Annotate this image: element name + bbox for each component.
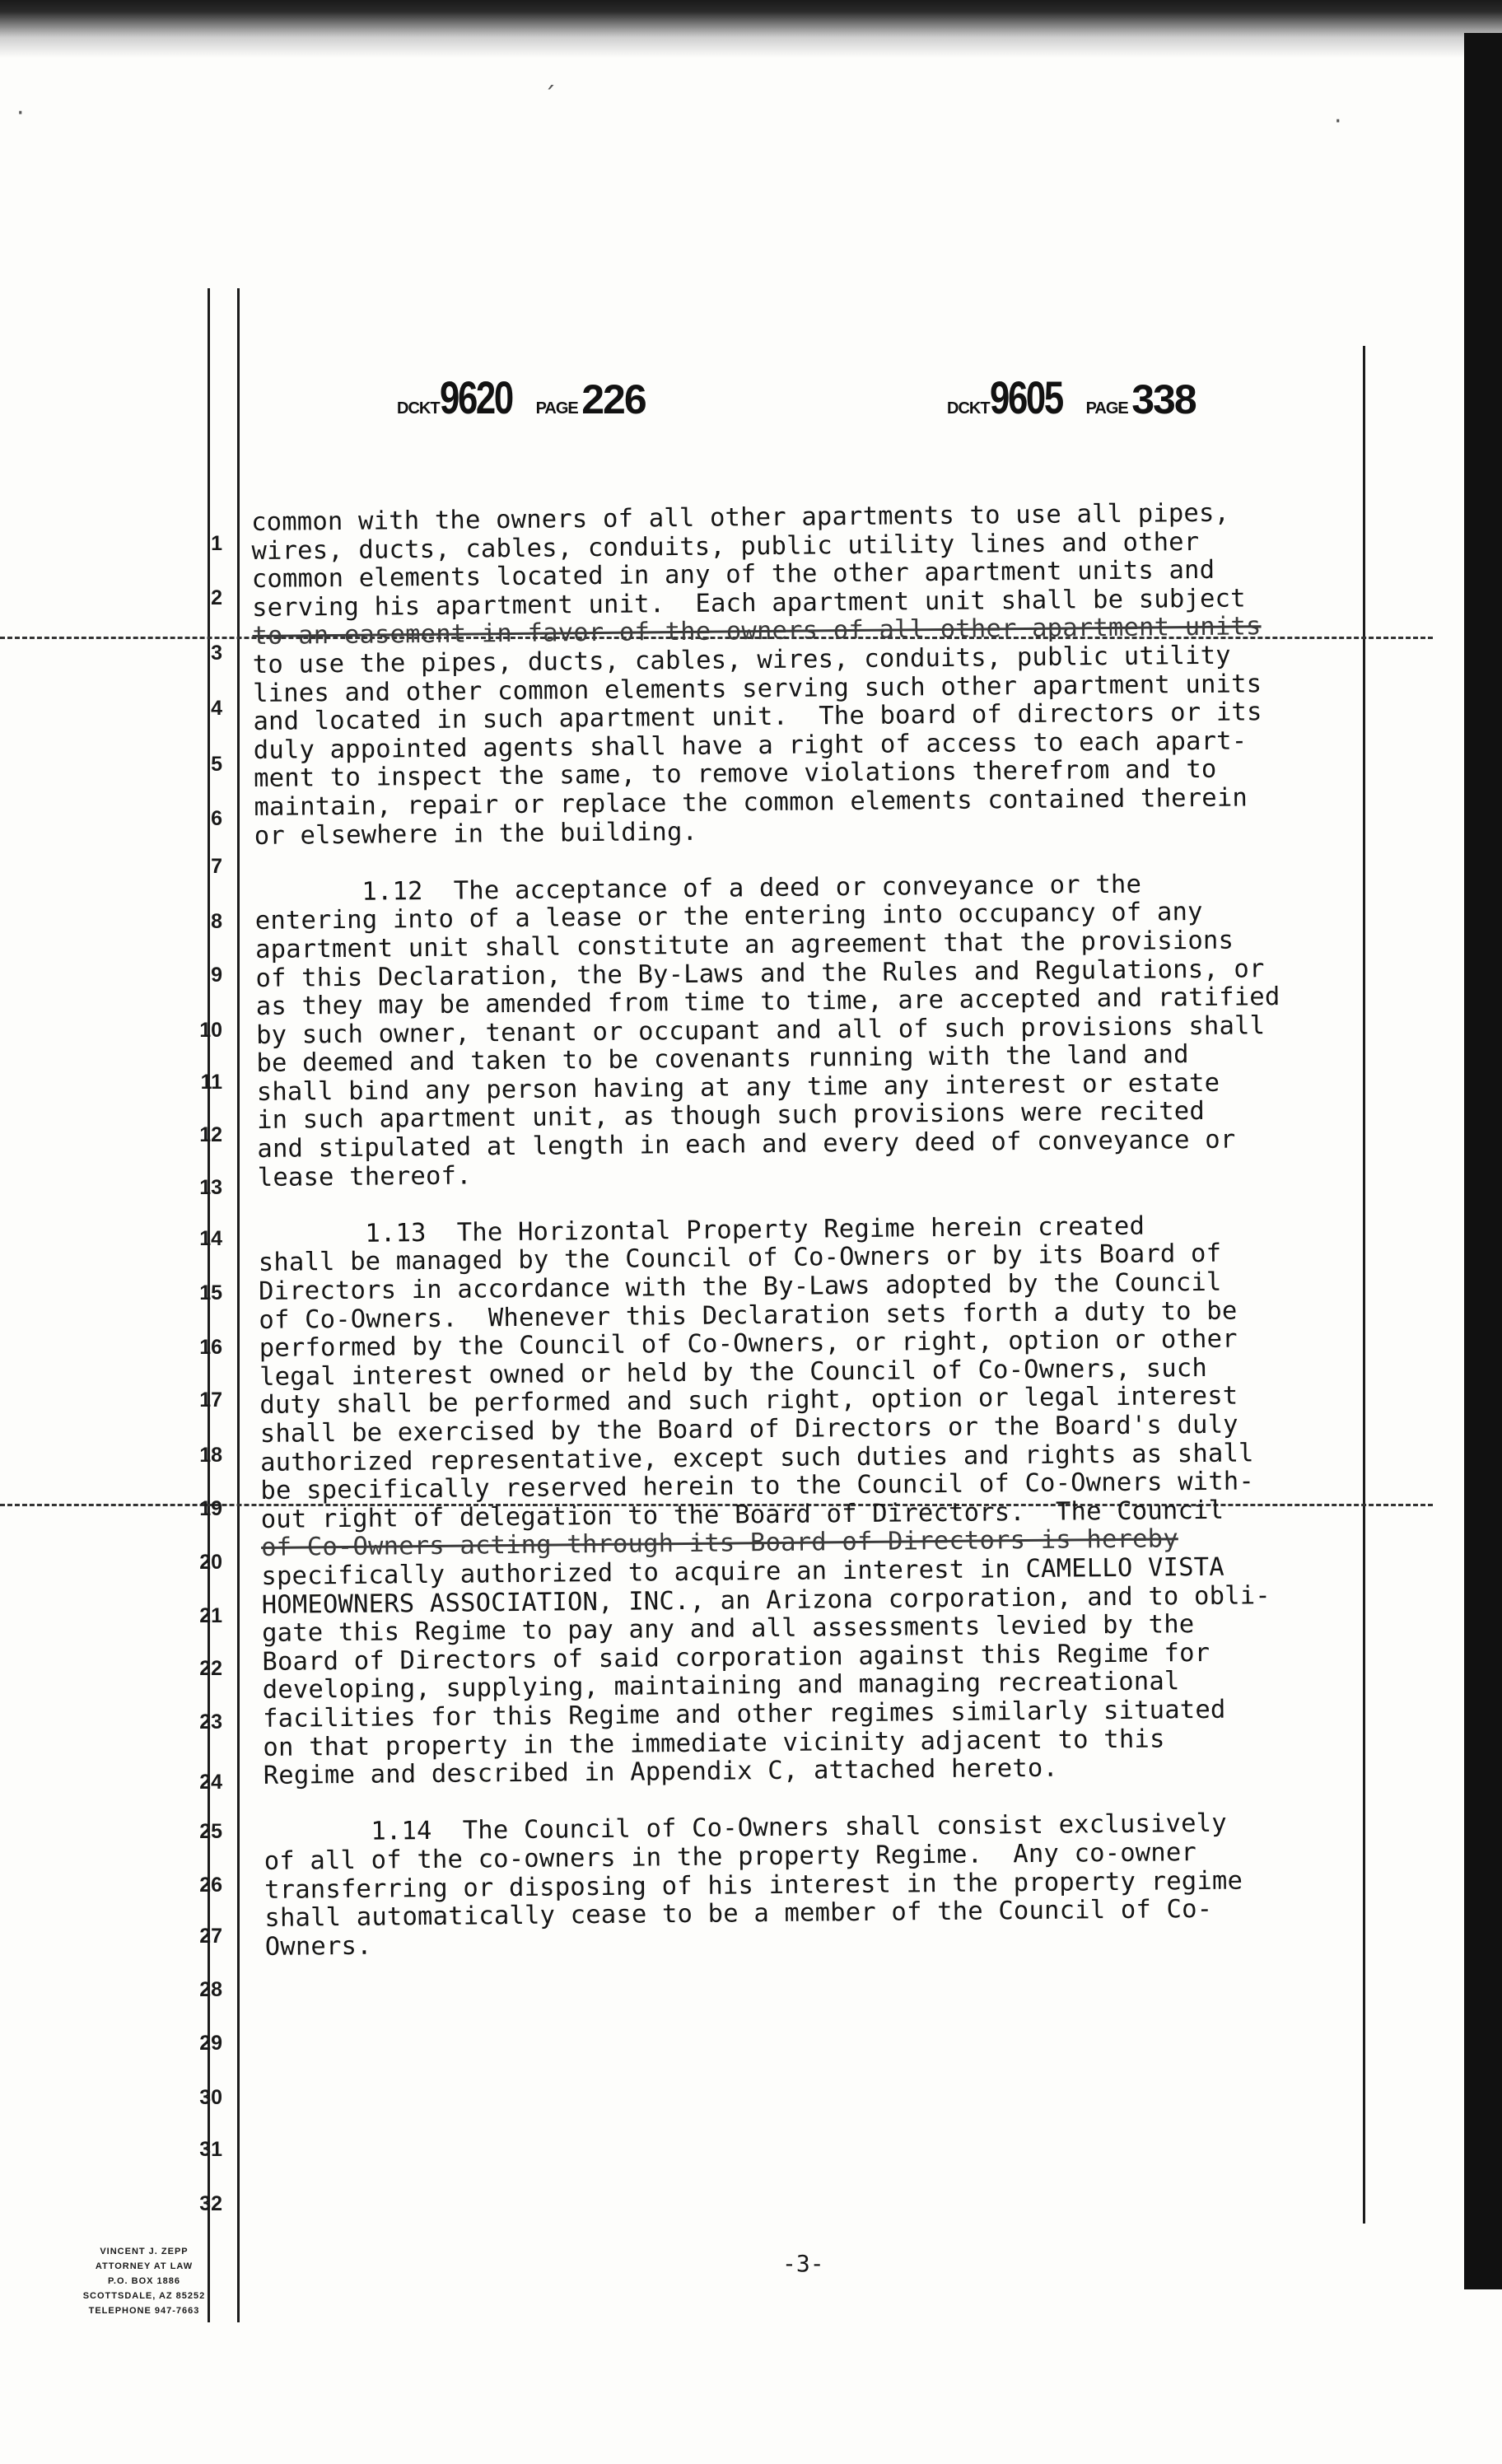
body-line: lease thereof. <box>257 1161 472 1192</box>
body-line: maintain, repair or replace the common elements contained therein <box>254 783 1248 822</box>
line-number: 12 <box>199 1123 222 1146</box>
body-line: transferring or disposing of his interest in the property regime <box>264 1866 1243 1905</box>
line-number: 15 <box>199 1281 222 1304</box>
body-line: common elements located in any of the other apartment units and <box>251 555 1215 595</box>
docket-number: 9605 <box>989 371 1062 423</box>
line-number: 8 <box>211 910 222 933</box>
scan-speck: ˊ <box>543 82 556 111</box>
line-number: 29 <box>199 2032 222 2055</box>
line-number: 17 <box>199 1388 222 1412</box>
line-number: 6 <box>211 807 222 830</box>
body-line: apartment unit shall constitute an agreement that the provisions <box>254 926 1234 964</box>
body-line: facilities for this Regime and other regimes similarly situated <box>262 1695 1226 1734</box>
body-line: of this Declaration, the By-Laws and the Rules and Regulations, or <box>255 954 1265 993</box>
body-line: specifically authorized to acquire an interest in CAMELLO VISTA <box>261 1552 1225 1591</box>
body-line: and stipulated at length in each and every deed of conveyance or <box>257 1125 1236 1164</box>
body-line: shall bind any person having at any time any interest or estate <box>256 1068 1220 1107</box>
line-number: 31 <box>199 2138 222 2161</box>
attorney-box: P.O. BOX 1886 <box>107 2276 180 2286</box>
line-number: 26 <box>199 1874 222 1897</box>
docket-number: 9620 <box>439 371 512 423</box>
body-line: and located in such apartment unit. The board of directors or its <box>253 698 1262 737</box>
body-line: performed by the Council of Co-Owners, or right, option or other <box>259 1324 1238 1364</box>
body-line: ment to inspect the same, to remove violations therefrom and to <box>253 755 1217 794</box>
body-line: legal interest owned or held by the Council of Co-Owners, such <box>259 1353 1208 1392</box>
body-line: of Co-Owners. Whenever this Declaration sets forth a duty to be <box>259 1296 1238 1335</box>
line-number: 9 <box>211 964 222 987</box>
body-line: to use the pipes, ducts, cables, wires, conduits, public utility <box>252 641 1231 679</box>
body-line: common with the owners of all other apartments to use all pipes, <box>250 498 1230 537</box>
body-line: 1.13 The Horizontal Property Regime herein created <box>258 1211 1145 1249</box>
scan-top-edge <box>0 0 1502 58</box>
line-number: 1 <box>211 532 222 555</box>
body-line: be specifically reserved herein to the Council of Co-Owners with- <box>260 1467 1255 1506</box>
docket-label: DCKT <box>397 399 440 418</box>
line-number: 5 <box>211 753 222 776</box>
body-line: on that property in the immediate vicinity adjacent to this <box>263 1724 1165 1762</box>
line-number: 25 <box>199 1820 222 1843</box>
line-number: 23 <box>199 1710 222 1734</box>
body-line: by such owner, tenant or occupant and all of such provisions shall <box>255 1010 1266 1050</box>
page-label: PAGE <box>535 399 578 418</box>
page-value: 226 <box>581 376 646 422</box>
attorney-phone: TELEPHONE 947-7663 <box>88 2306 200 2316</box>
line-number: 11 <box>200 1071 222 1094</box>
body-line: shall be exercised by the Board of Directors or the Board's duly <box>259 1410 1238 1449</box>
scan-right-edge <box>1464 33 1502 2289</box>
body-line: in such apartment unit, as though such provisions were recited <box>256 1097 1206 1136</box>
body-line: duty shall be performed and such right, option or legal interest <box>259 1381 1238 1421</box>
line-number: 27 <box>199 1925 222 1948</box>
docket-stamp-left <box>397 371 646 424</box>
body-line: of all of the co-owners in the property Regime. Any co-owner <box>264 1837 1197 1876</box>
line-number: 18 <box>199 1444 222 1467</box>
line-number: 20 <box>199 1551 222 1574</box>
body-line: or elsewhere in the building. <box>254 817 698 851</box>
scan-speck: · <box>16 99 25 128</box>
body-line: shall automatically cease to be a member of the Council of Co- <box>264 1894 1213 1934</box>
line-number: 14 <box>199 1227 222 1250</box>
page-label: PAGE <box>1085 399 1128 418</box>
page-number: -3- <box>782 2250 824 2277</box>
docket-stamp-right <box>947 371 1196 424</box>
body-line: Directors in accordance with the By-Laws adopted by the Council <box>258 1267 1222 1306</box>
body-line: be deemed and taken to be covenants running with the land and <box>256 1040 1189 1079</box>
body-line: entering into of a lease or the entering into occupancy of any <box>254 898 1203 936</box>
body-line: authorized representative, except such duties and rights as shall <box>259 1438 1254 1477</box>
page-value: 338 <box>1131 376 1196 422</box>
line-number: 24 <box>199 1771 222 1794</box>
line-number: 22 <box>199 1657 222 1680</box>
body-line: Regime and described in Appendix C, attached hereto. <box>263 1753 1059 1791</box>
attorney-footer <box>49 2244 239 2318</box>
line-number: 28 <box>199 1978 222 2001</box>
body-line: lines and other common elements serving such other apartment units <box>252 669 1262 708</box>
body-line: 1.12 The acceptance of a deed or conveyance or the <box>254 870 1142 908</box>
body-line: Board of Directors of said corporation against this Regime for <box>262 1638 1210 1677</box>
line-number: 16 <box>199 1336 222 1359</box>
body-line: as they may be amended from time to time, are accepted and ratified <box>255 982 1280 1022</box>
line-number: 32 <box>199 2192 222 2215</box>
document-body <box>251 498 1377 1962</box>
scan-speck: · <box>1334 107 1342 136</box>
body-line: shall be managed by the Council of Co-Owners or by its Board of <box>258 1239 1222 1278</box>
line-number: 13 <box>199 1176 222 1199</box>
left-margin-rule-inner <box>237 288 240 2322</box>
line-number: 21 <box>199 1604 222 1627</box>
attorney-title: ATTORNEY AT LAW <box>95 2261 194 2271</box>
body-line: 1.14 The Council of Co-Owners shall consist exclusively <box>264 1809 1228 1848</box>
body-line: Owners. <box>264 1931 372 1962</box>
attorney-city: SCOTTSDALE, AZ 85252 <box>82 2291 206 2301</box>
body-line-struck: of Co-Owners acting through its Board of Directors is hereby <box>260 1524 1178 1563</box>
body-line: serving his apartment unit. Each apartment unit shall be subject <box>251 584 1246 623</box>
line-number: 19 <box>199 1497 222 1520</box>
body-line: HOMEOWNERS ASSOCIATION, INC., an Arizona corporation, and to obli- <box>261 1580 1271 1620</box>
line-number: 10 <box>199 1019 222 1042</box>
body-line: duly appointed agents shall have a right of access to each apart- <box>253 726 1248 765</box>
docket-label: DCKT <box>947 399 990 418</box>
body-line: out right of delegation to the Board of Directors. The Council <box>260 1496 1224 1534</box>
line-number: 7 <box>211 855 222 878</box>
line-number: 3 <box>211 642 222 665</box>
body-line-struck: to an easement in favor of the owners of all other apartment units <box>252 612 1262 651</box>
body-line: wires, ducts, cables, conduits, public utility lines and other <box>251 527 1200 566</box>
line-number: 4 <box>211 697 222 720</box>
attorney-name: VINCENT J. ZEPP <box>100 2247 189 2256</box>
body-line: gate this Regime to pay any and all assessments levied by the <box>261 1610 1195 1649</box>
line-number: 2 <box>211 586 222 609</box>
body-line: developing, supplying, maintaining and managing recreational <box>262 1667 1180 1706</box>
line-number: 30 <box>199 2086 222 2109</box>
